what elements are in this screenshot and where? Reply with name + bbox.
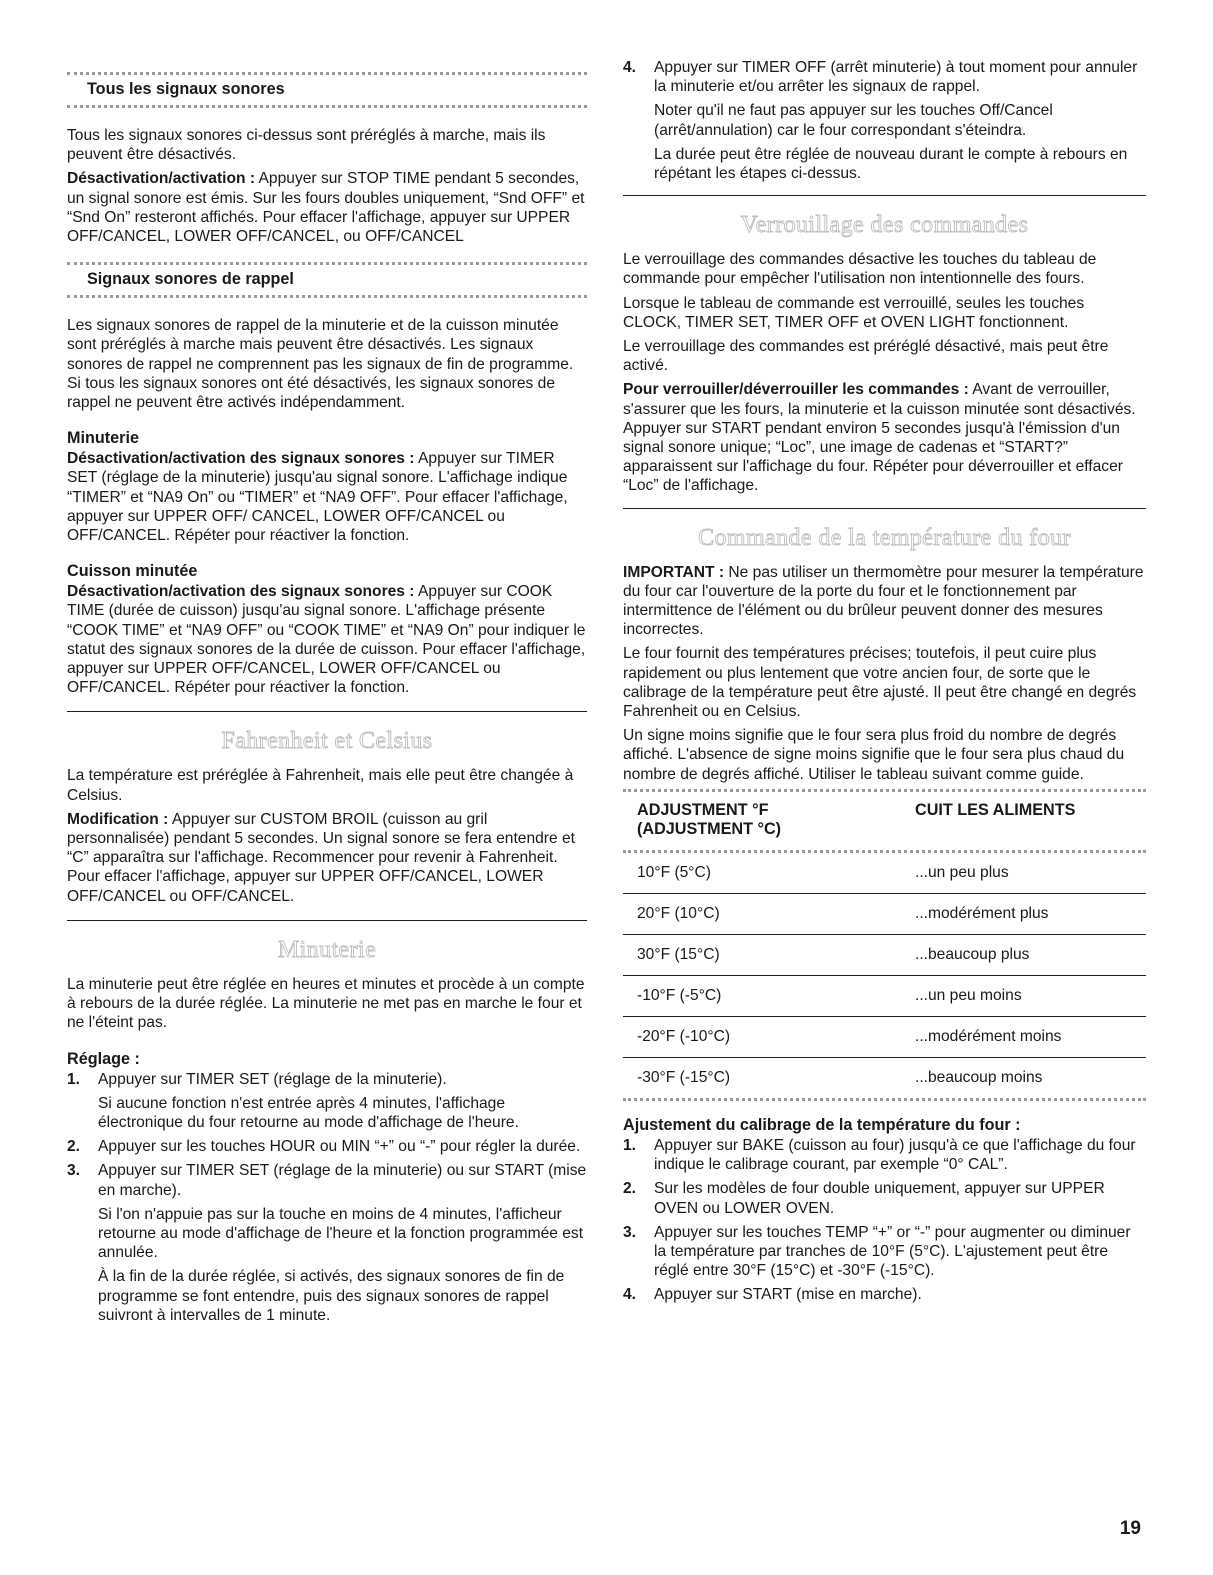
step-note: La durée peut être réglée de nouveau durant le compte à rebours en répétant les étapes ci-dessus.: [654, 145, 1128, 183]
table-cell: ...un peu plus: [915, 863, 1009, 881]
paragraph: [67, 810, 587, 906]
table-cell: 10°F (5°C): [637, 863, 711, 881]
paragraph-text: Appuyer sur TIMER SET (réglage de la minuterie) jusqu'au signal sonore. L'affichage indique “TIMER” et “NA9 On” ou “TIMER” et “NA9 OFF”. Pour effacer l'affichage, appuyer sur UPPER OFF/ CANCEL, LOWER OFF/CANCEL ou OFF/CANCEL. Répéter pour réactiver la fonction.: [67, 450, 568, 545]
bold-label: Désactivation/activation :: [67, 170, 256, 188]
list-item: [67, 1161, 587, 1325]
bold-label: Modification :: [67, 810, 169, 828]
table-cell: 30°F (15°C): [637, 945, 720, 963]
bold-label: Désactivation/activation des signaux sonores :: [67, 583, 415, 601]
table-cell: -20°F (-10°C): [637, 1027, 731, 1045]
column-header: (ADJUSTMENT °C): [637, 820, 782, 839]
paragraph-text: Ne pas utiliser un thermomètre pour mesurer la température du four car l'ouverture de la porte du four et le fonctionnement par intermittence de l'élément ou du brûleur peuvent donner des mesures incorrectes.: [623, 563, 1144, 639]
divider: [67, 295, 587, 298]
section-rule: [67, 711, 587, 712]
paragraph: Tous les signaux sonores ci-dessus sont préréglés à marche, mais ils peuvent être désactivés.: [67, 127, 546, 164]
table-row: [623, 975, 1146, 1016]
table-row: [623, 1057, 1146, 1098]
paragraph: [67, 582, 587, 697]
paragraph: Le verrouillage des commandes est préréglé désactivé, mais peut être activé.: [623, 338, 1109, 375]
table-cell: -10°F (-5°C): [637, 986, 722, 1004]
left-column: [67, 58, 587, 1330]
section-heading: Tous les signaux sonores: [87, 80, 285, 98]
table-cell: ...modérément plus: [915, 904, 1049, 922]
step-number: 2.: [67, 1138, 81, 1156]
subsection-heading: Réglage :: [67, 1049, 140, 1068]
step-number: 3.: [67, 1162, 81, 1180]
section-heading: Minuterie: [277, 936, 377, 963]
subsection-heading: Cuisson minutée: [67, 562, 198, 581]
table-cell: ...beaucoup moins: [915, 1068, 1043, 1086]
column-header: ADJUSTMENT °F: [637, 800, 769, 819]
paragraph: [623, 380, 1146, 495]
bold-label: Désactivation/activation des signaux sonores :: [67, 450, 415, 468]
steps-list: [623, 58, 1146, 183]
section-heading: Verrouillage des commandes: [740, 212, 1029, 239]
list-item: [623, 1136, 1146, 1174]
table-row: [623, 893, 1146, 934]
step-note: À la fin de la durée réglée, si activés, des signaux sonores de fin de programme se font entendre, puis des signaux sonores de rappel suivront à intervalles de 1 minute.: [98, 1268, 565, 1324]
step-text: Appuyer sur TIMER SET (réglage de la minuterie).: [98, 1070, 447, 1088]
step-text: Appuyer sur TIMER OFF (arrêt minuterie) à tout moment pour annuler la minuterie et/ou arrêter les signaux de rappel.: [654, 59, 1138, 96]
divider: [67, 262, 587, 265]
list-item: [67, 1137, 587, 1156]
step-number: 3.: [623, 1223, 637, 1241]
step-text: Appuyer sur TIMER SET (réglage de la minuterie) ou sur START (mise en marche).: [98, 1162, 587, 1199]
section-rule: [67, 920, 587, 921]
list-item: [623, 1285, 1146, 1304]
paragraph: Le verrouillage des commandes désactive les touches du tableau de commande pour empêcher l'utilisation non intentionnelle des fours.: [623, 251, 1097, 288]
page-number: 19: [1119, 1518, 1141, 1539]
list-item: [67, 1070, 587, 1133]
table-header-cell: [637, 801, 915, 840]
step-text: Appuyer sur BAKE (cuisson au four) jusqu'à ce que l'affichage du four indique le calibrage courant, par exemple “0° CAL”.: [654, 1136, 1136, 1174]
table-cell: 20°F (10°C): [637, 904, 720, 922]
step-text: Sur les modèles de four double uniquement, appuyer sur UPPER OVEN ou LOWER OVEN.: [654, 1180, 1105, 1217]
paragraph: Les signaux sonores de rappel de la minuterie et de la cuisson minutée sont préréglés à marche mais peuvent être désactivés. Les signaux sonores de rappel ne comprennent pas les signaux de fin de programme. Si tous les signaux sonores ont été désactivés, les signaux sonores de rappel ne peuvent être activés indépendamment.: [67, 317, 574, 412]
list-item: [623, 1179, 1146, 1217]
step-number: 1.: [623, 1136, 637, 1154]
step-note: Si aucune fonction n'est entrée après 4 minutes, l'affichage électronique du four retourne au mode d'affichage de l'heure.: [98, 1094, 519, 1131]
table-row: [623, 853, 1146, 893]
paragraph-text: Avant de verrouiller, s'assurer que les fours, la minuterie et la cuisson minutée sont désactivés. Appuyer sur START pendant environ 5 secondes jusqu'à l'émission d'un signal sonore unique; “Loc”, une image de cadenas et “START?” apparaissent sur l'affichage du four. Répéter pour déverrouiller et effacer “Loc” de l'affichage.: [623, 381, 1136, 495]
bold-label: IMPORTANT :: [623, 563, 725, 581]
paragraph: La minuterie peut être réglée en heures et minutes et procède à un compte à rebours de la durée réglée. La minuterie ne met pas en marche le four et ne l'éteint pas.: [67, 975, 585, 1032]
table-header: [623, 792, 1146, 850]
steps-list: [623, 1136, 1146, 1305]
step-text: Appuyer sur START (mise en marche).: [654, 1286, 922, 1304]
step-number: 4.: [623, 59, 637, 76]
step-number: 2.: [623, 1180, 637, 1198]
column-header: CUIT LES ALIMENTS: [915, 800, 1076, 819]
steps-list: [67, 1070, 587, 1325]
subsection-heading: Minuterie: [67, 429, 139, 448]
step-note: Noter qu'il ne faut pas appuyer sur les touches Off/Cancel (arrêt/annulation) car le four correspondant s'éteindra.: [654, 102, 1053, 139]
table-cell: -30°F (-15°C): [637, 1068, 731, 1086]
list-item: [623, 58, 1146, 183]
step-number: 1.: [67, 1070, 81, 1088]
right-column: [623, 58, 1146, 1310]
step-text: Appuyer sur les touches TEMP “+” or “-” pour augmenter ou diminuer la température par tranches de 10°F (5°C). L'ajustement peut être réglé entre 30°F (15°C) et -30°F (-15°C).: [654, 1223, 1131, 1280]
table-cell: ...modérément moins: [915, 1027, 1062, 1045]
paragraph: Lorsque le tableau de commande est verrouillé, seules les touches CLOCK, TIMER SET, TIMER OFF et OVEN LIGHT fonctionnent.: [623, 294, 1085, 331]
section-heading: Commande de la température du four: [698, 524, 1071, 551]
section-rule: [623, 195, 1146, 196]
adjustment-table: [623, 789, 1146, 1101]
paragraph-text: Appuyer sur CUSTOM BROIL (cuisson au gril personnalisée) pendant 5 secondes. Un signal sonore se fera entendre et “C” apparaîtra sur l'affichage. Recommencer pour revenir à Fahrenheit. Pour effacer l'affichage, appuyer sur UPPER OFF/CANCEL, LOWER OFF/CANCEL ou OFF/CANCEL.: [67, 810, 575, 905]
table-row: [623, 934, 1146, 975]
divider: [623, 1098, 1146, 1101]
paragraph: [67, 169, 587, 246]
table-cell: ...un peu moins: [915, 986, 1022, 1004]
paragraph: Le four fournit des températures précises; toutefois, il peut cuire plus rapidement ou plus lentement que votre ancien four, de sorte que le calibrage de la température peut être ajusté. Il peut être changé en degrés Fahrenheit ou en Celsius.: [623, 645, 1137, 721]
step-text: Appuyer sur les touches HOUR ou MIN “+” ou “-” pour régler la durée.: [98, 1138, 581, 1156]
paragraph-text: Appuyer sur STOP TIME pendant 5 secondes, un signal sonore est émis. Sur les fours doubles uniquement, “Snd OFF” et “Snd On” resteront affichés. Pour effacer l'affichage, appuyer sur UPPER OFF/CANCEL, LOWER OFF/CANCEL, ou OFF/CANCEL: [67, 170, 585, 246]
paragraph: [67, 449, 587, 545]
table-row: [623, 1016, 1146, 1057]
paragraph: [623, 563, 1146, 640]
step-note: Si l'on n'appuie pas sur la touche en moins de 4 minutes, l'afficheur retourne au mode d'affichage de l'heure et la fonction programmée est annulée.: [98, 1205, 584, 1262]
paragraph: La température est préréglée à Fahrenheit, mais elle peut être changée à Celsius.: [67, 767, 574, 804]
step-number: 4.: [623, 1286, 637, 1304]
bold-label: Pour verrouiller/déverrouiller les commandes :: [623, 381, 969, 399]
paragraph-text: Appuyer sur COOK TIME (durée de cuisson) jusqu'au signal sonore. L'affichage présente “COOK TIME” et “NA9 OFF” ou “COOK TIME” et “NA9 On” pour indiquer le statut des signaux sonores de la durée de cuisson. Pour effacer l'affichage, appuyer sur UPPER OFF/CANCEL, LOWER OFF/CANCEL ou OFF/CANCEL. Répéter pour réactiver la fonction.: [67, 583, 586, 697]
divider: [67, 72, 587, 75]
divider: [67, 105, 587, 108]
section-heading: Fahrenheit et Celsius: [221, 728, 433, 755]
paragraph: Un signe moins signifie que le four sera plus froid du nombre de degrés affiché. L'absence de signe moins signifie que le four sera plus chaud du nombre de degrés affiché. Utiliser le tableau suivant comme guide.: [623, 727, 1125, 783]
section-heading: Signaux sonores de rappel: [87, 270, 294, 289]
list-item: [623, 1223, 1146, 1281]
table-cell: ...beaucoup plus: [915, 945, 1030, 963]
subsection-heading: Ajustement du calibrage de la température du four :: [623, 1115, 1021, 1134]
section-rule: [623, 508, 1146, 509]
